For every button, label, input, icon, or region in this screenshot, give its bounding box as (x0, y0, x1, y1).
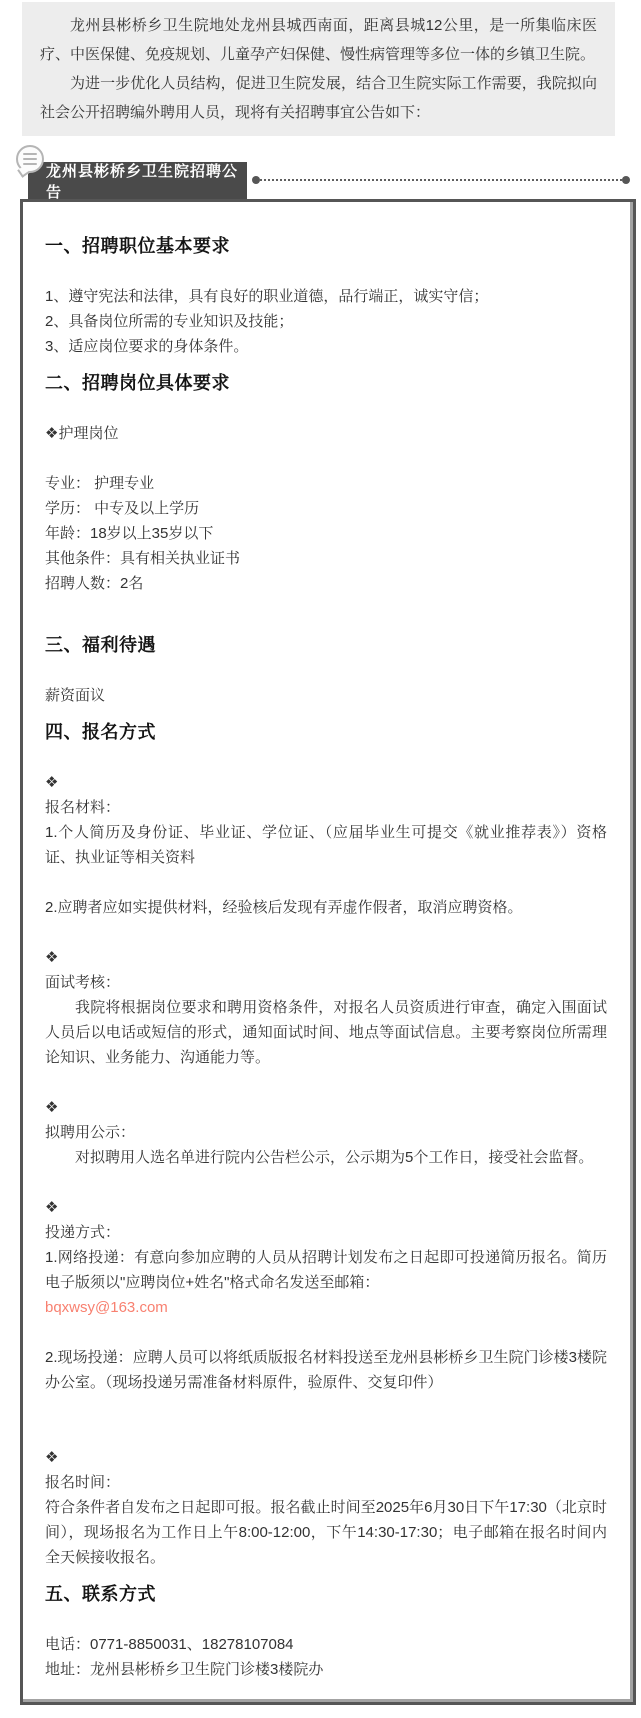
section-heading: 三、福利待遇 (45, 635, 156, 655)
notice-line: 对拟聘用人选名单进行院内公告栏公示，公示期为5个工作日，接受社会监督。 (75, 1149, 594, 1166)
diamond-marker: ❖ (45, 949, 59, 966)
spacer (45, 1070, 607, 1095)
notice-line: 专业： 护理专业 (45, 475, 155, 492)
notice-title: 龙州县彬桥乡卫生院招聘公告 (46, 162, 239, 201)
notice-line: 报名时间： (45, 1474, 121, 1491)
spacer (45, 1420, 607, 1445)
notice-line: 我院将根据岗位要求和聘用资格条件，对报名人员资质进行审查，确定入围面试人员后以电话或短信的形式，通知面试时间、地点等面试信息。主要考察岗位所需理论知识、业务能力、沟通能力等。 (45, 999, 607, 1066)
notice-line: 地址：龙州县彬桥乡卫生院门诊楼3楼院办 (45, 1661, 324, 1678)
notice-line: 2.应聘者应如实提供材料，经验核后发现有弄虚作假者，取消应聘资格。 (45, 899, 523, 916)
notice-body-panel (20, 199, 636, 1705)
notice-line: 3、适应岗位要求的身体条件。 (45, 338, 249, 355)
notice-line: 拟聘用公示： (45, 1124, 136, 1141)
notice-line: 2、具备岗位所需的专业知识及技能； (45, 313, 294, 330)
notice-line: ❖护理岗位 (45, 425, 119, 442)
email-link[interactable]: bqxwsy@163.com (45, 1299, 168, 1316)
spacer (45, 1170, 607, 1195)
intro-paragraph: 龙州县彬桥乡卫生院地处龙州县城西南面，距离县城12公里，是一所集临床医疗、中医保健、免疫规划、儿童孕产妇保健、慢性病管理等多位一体的乡镇卫生院。 (40, 17, 597, 63)
section-heading: 四、报名方式 (45, 722, 156, 742)
intro-panel (22, 2, 615, 136)
notice-line: 1.个人简历及身份证、毕业证、学位证、（应届毕业生可提交《就业推荐表》）资格证、执业证等相关资料 (45, 824, 607, 866)
notice-line: 符合条件者自发布之日起即可报。报名截止时间至2025年6月30日下午17:30（北京时间），现场报名为工作日上午8:00-12:00，下午14:30-17:30；电子邮箱在报名时间内全天候接收报名。 (45, 1499, 607, 1566)
notice-line: 1、遵守宪法和法律，具有良好的职业道德，品行端正，诚实守信； (45, 288, 489, 305)
notice-line: 2.现场投递：应聘人员可以将纸质版报名材料投送至龙州县彬桥乡卫生院门诊楼3楼院办公室。（现场投递另需准备材料原件，验原件、交复印件） (45, 1349, 607, 1391)
notice-line: 报名材料： (45, 799, 121, 816)
spacer (45, 596, 607, 621)
intro-paragraph: 为进一步优化人员结构，促进卫生院发展，结合卫生院实际工作需要，我院拟向社会公开招聘编外聘用人员，现将有关招聘事宜公告如下： (40, 75, 597, 121)
diamond-marker: ❖ (45, 1449, 59, 1466)
notice-line: 学历： 中专及以上学历 (45, 500, 200, 517)
spacer (45, 1320, 607, 1345)
notice-title-banner (28, 162, 247, 199)
diamond-marker: ❖ (45, 1199, 59, 1216)
notice-line: 年龄：18岁以上35岁以下 (45, 525, 214, 542)
page (0, 2, 641, 1718)
diamond-marker: ❖ (45, 1099, 59, 1116)
spacer (45, 870, 607, 895)
notice-line: 1.网络投递：有意向参加应聘的人员从招聘计划发布之日起即可投递简历报名。简历电子版须以"应聘岗位+姓名"格式命名发送至邮箱： (45, 1249, 607, 1291)
diamond-marker: ❖ (45, 774, 59, 791)
section-heading: 五、联系方式 (45, 1584, 156, 1604)
notice-line: 面试考核： (45, 974, 121, 991)
notice-line: 薪资面议 (45, 687, 106, 704)
spacer (45, 920, 607, 945)
speech-bubble-lines-icon (16, 145, 44, 173)
notice-blocks (45, 234, 607, 1682)
notice-line: 招聘人数：2名 (45, 575, 144, 592)
notice-line: 投递方式： (45, 1224, 121, 1241)
section-heading: 一、招聘职位基本要求 (45, 236, 230, 256)
dotted-divider (253, 179, 629, 181)
section-heading: 二、招聘岗位具体要求 (45, 373, 230, 393)
banner-row (0, 136, 641, 199)
notice-line: 电话：0771-8850031、18278107084 (45, 1636, 294, 1653)
notice-line: 其他条件：具有相关执业证书 (45, 550, 241, 567)
spacer (45, 1395, 607, 1420)
spacer (45, 446, 607, 471)
